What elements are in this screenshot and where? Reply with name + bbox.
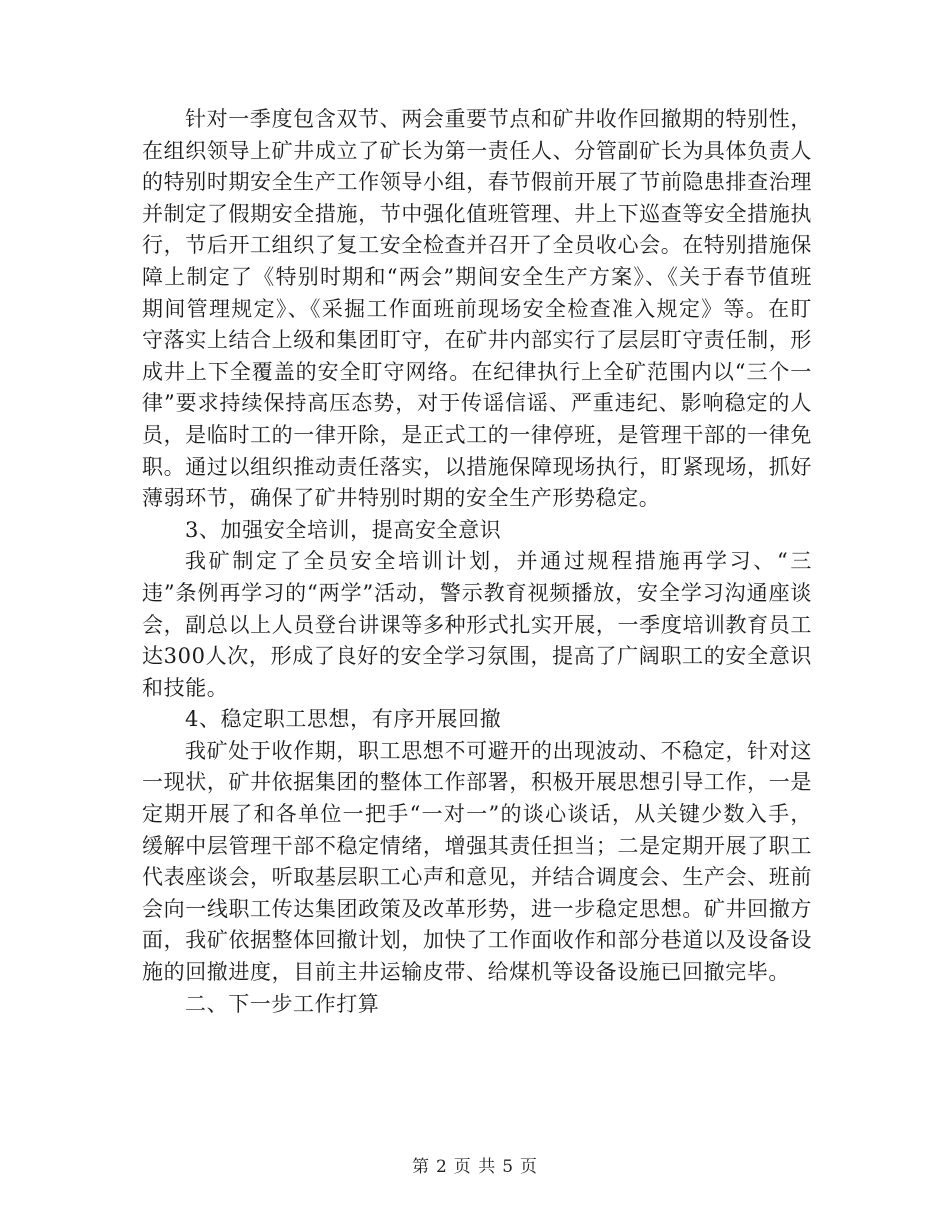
- paragraph-safety-training: 我矿制定了全员安全培训计划，并通过规程措施再学习、“三违”条例再学习的“两学”活动，警示教育视频播放，安全学习沟通座谈会，副总以上人员登台讲课等多种形式扎实开展，一季度培训教育员工达300人次，形成了良好的安全学习氛围，提高了广阔职工的安全意识和技能。: [142, 549, 812, 700]
- footer-total-pages: 5: [502, 1157, 515, 1177]
- paragraph-special-period-safety: 针对一季度包含双节、两会重要节点和矿井收作回撤期的特别性，在组织领导上矿井成立了矿长为第一责任人、分管副矿长为具体负责人的特别时期安全生产工作领导小组，春节假前开展了节前隐患排查治理并制定了假期安全措施，节中强化值班管理、井上下巡查等安全措施执行，节后开工组织了复工安全检查并召开了全员收心会。在特别措施保障上制定了《特别时期和“两会”期间安全生产方案》、《关于春节值班期间管理规定》、《采掘工作面班前现场安全检查准入规定》等。在盯守落实上结合上级和集团盯守，在矿井内部实行了层层盯守责任制，形成井上下全覆盖的安全盯守网络。在纪律执行上全矿范围内以“三个一律”要求持续保持高压态势，对于传谣信谣、严重违纪、影响稳定的人员，是临时工的一律开除，是正式工的一律停班，是管理干部的一律免职。通过以组织推动责任落实，以措施保障现场执行，盯紧现场，抓好薄弱环节，确保了矿井特别时期的安全生产形势稳定。: [142, 107, 812, 511]
- footer-prefix: 第: [411, 1157, 430, 1177]
- footer-suffix: 页: [520, 1157, 539, 1177]
- document-body: [142, 104, 812, 1020]
- paragraph-stabilize-thoughts: 我矿处于收作期，职工思想不可避开的出现波动、不稳定，针对这一现状，矿井依据集团的整体工作部署，积极开展思想引导工作，一是定期开展了和各单位一把手“一对一”的谈心谈话，从关键少数入手，缓解中层管理干部不稳定情绪，增强其责任担当；二是定期开展了职工代表座谈会，听取基层职工心声和意见，并结合调度会、生产会、班前会向一线职工传达集团政策及改革形势，进一步稳定思想。矿井回撤方面，我矿依据整体回撤计划，加快了工作面收作和部分巷道以及设备设施的回撤进度，目前主井运输皮带、给煤机等设备设施已回撤完毕。: [142, 738, 812, 985]
- footer-middle: 页 共: [453, 1157, 497, 1177]
- section-heading-safety-training: 3、加强安全培训，提高安全意识: [185, 517, 502, 542]
- footer-page-number: 2: [435, 1157, 448, 1177]
- section-heading-stabilize-thoughts: 4、稳定职工思想，有序开展回撤: [185, 707, 502, 732]
- section-heading-next-steps: 二、下一步工作打算: [185, 991, 380, 1016]
- page-footer: [0, 1152, 950, 1177]
